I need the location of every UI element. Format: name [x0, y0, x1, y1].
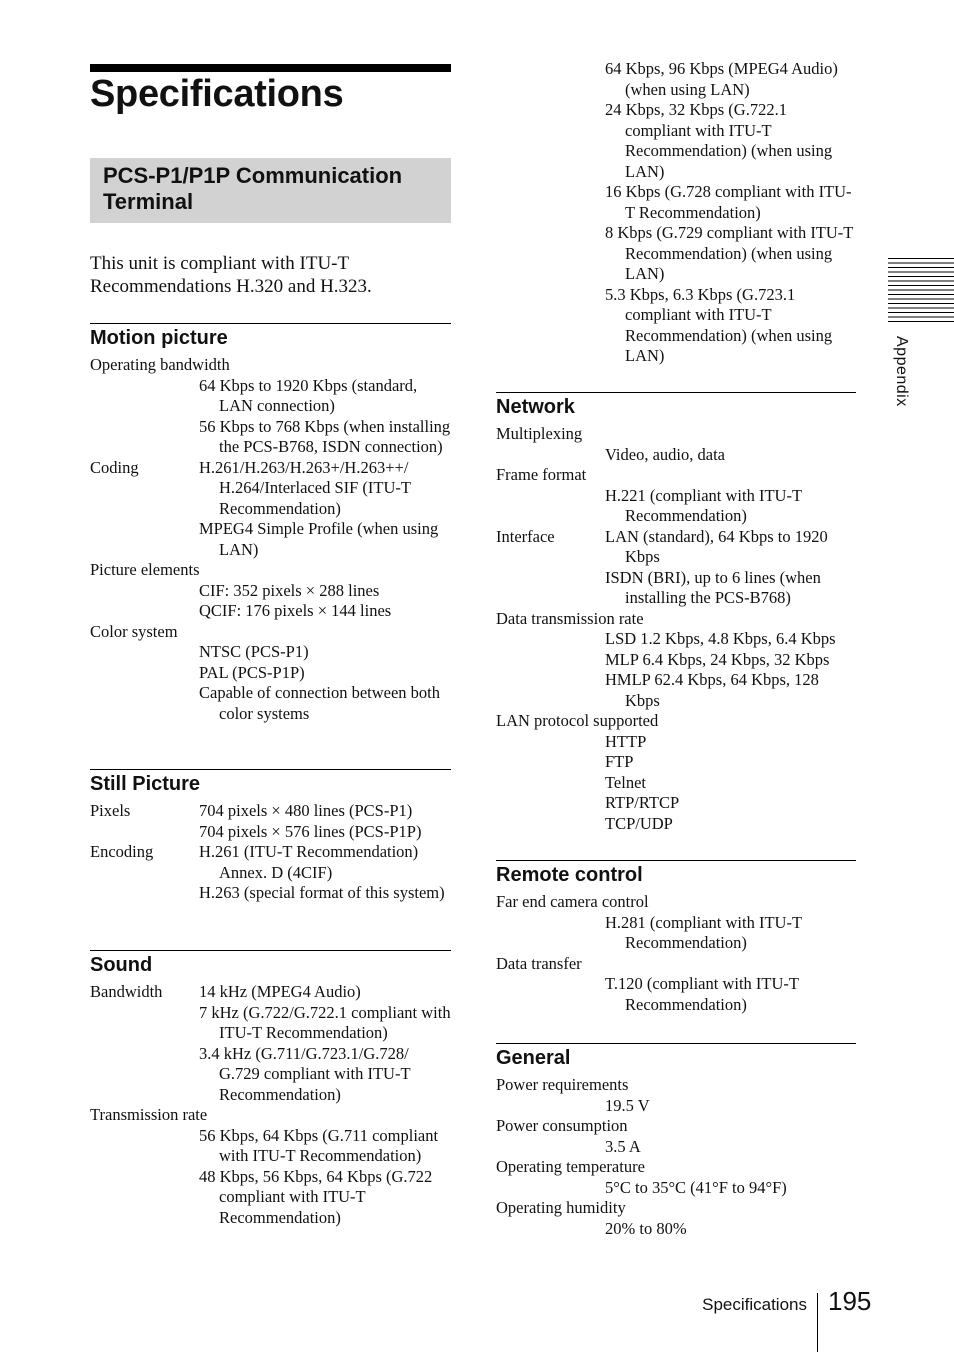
spec-row-power-consumption [496, 1116, 856, 1157]
section-heading: General [496, 1047, 571, 1069]
spec-list [496, 1075, 856, 1239]
section-general [496, 1043, 856, 1239]
spec-value: LAN (standard), 64 Kbps to 1920 Kbps [605, 526, 828, 566]
spec-value: 64 Kbps to 1920 Kbps (standard, LAN connection) [199, 375, 418, 415]
spec-label: LAN protocol supported [496, 711, 659, 730]
section-heading: Still Picture [90, 773, 201, 795]
spec-value: FTP [605, 752, 634, 771]
spec-value: T.120 (compliant with ITU-T Recommendation) [605, 974, 799, 1014]
spec-row-operating-bandwidth [90, 355, 451, 458]
section-motion-picture [90, 323, 451, 724]
spec-row-operating-temperature [496, 1157, 856, 1198]
spec-value: 704 pixels × 576 lines (PCS-P1P) [199, 821, 422, 841]
spec-list [496, 424, 856, 834]
spec-row-encoding [90, 842, 451, 904]
spec-row-power-requirements [496, 1075, 856, 1116]
footer-section-label: Specifications [702, 1295, 807, 1314]
spec-value: ISDN (BRI), up to 6 lines (when installing the PCS-B768) [605, 567, 821, 607]
spec-row-interface [496, 527, 856, 609]
spec-value: 704 pixels × 480 lines (PCS-P1) [199, 801, 413, 820]
spec-value: 64 Kbps, 96 Kbps (MPEG4 Audio) (when using LAN) [605, 59, 838, 99]
spec-value: 3.5 A [605, 1136, 641, 1156]
spec-value: HMLP 62.4 Kbps, 64 Kbps, 128 Kbps [605, 670, 819, 710]
spec-value: 19.5 V [605, 1095, 650, 1115]
spec-value: 3.4 kHz (G.711/G.723.1/G.728/ G.729 compliant with ITU-T Recommendation) [199, 1043, 411, 1104]
section-remote-control [496, 860, 856, 1015]
spec-row-multiplexing [496, 424, 856, 465]
section-heading: Network [496, 396, 575, 418]
spec-value: Capable of connection between both color systems [199, 683, 440, 723]
page-number: 195 [828, 1286, 872, 1316]
spec-value: Telnet [605, 772, 646, 792]
spec-value: 5.3 Kbps, 6.3 Kbps (G.723.1 compliant with ITU-T Recommendation) (when using LAN) [605, 284, 833, 365]
side-tab-label: Appendix [893, 336, 910, 407]
spec-label: Power consumption [496, 1116, 628, 1135]
spec-label: Data transfer [496, 953, 582, 973]
spec-row-coding [90, 458, 451, 561]
page-title: Specifications [90, 73, 344, 115]
spec-row-data-transmission-rate [496, 609, 856, 712]
section-still-picture [90, 769, 451, 904]
spec-row-color-system [90, 622, 451, 725]
spec-label: Operating humidity [496, 1198, 626, 1217]
section-heading: Remote control [496, 864, 643, 886]
spec-value: NTSC (PCS-P1) [199, 642, 309, 661]
spec-list [90, 355, 451, 724]
spec-value: MPEG4 Simple Profile (when using LAN) [199, 519, 439, 559]
spec-value: H.221 (compliant with ITU-T Recommendation) [605, 485, 802, 525]
footer-rule [817, 1293, 818, 1352]
spec-label: Encoding [90, 842, 154, 861]
spec-row-operating-humidity [496, 1198, 856, 1239]
spec-label: Power requirements [496, 1075, 629, 1094]
spec-row-far-end-camera-control [496, 892, 856, 954]
spec-label: Interface [496, 526, 555, 546]
spec-row-transmission-rate-cont [496, 59, 856, 367]
spec-value: 56 Kbps to 768 Kbps (when installing the PCS-B768, ISDN connection) [199, 416, 451, 456]
spec-label: Data transmission rate [496, 608, 644, 628]
spec-value: H.261 (ITU-T Recommendation) Annex. D (4CIF) [199, 842, 419, 882]
intro-paragraph: This unit is compliant with ITU-T Recommendations H.320 and H.323. [90, 253, 372, 297]
spec-value: 24 Kbps, 32 Kbps (G.722.1 compliant with ITU-T Recommendation) (when using LAN) [605, 100, 833, 181]
section-heading: Sound [90, 954, 153, 976]
spec-value: H.263 (special format of this system) [199, 883, 445, 902]
spec-value: LSD 1.2 Kbps, 4.8 Kbps, 6.4 Kbps [605, 629, 836, 648]
spec-list [90, 801, 451, 904]
spec-value: 8 Kbps (G.729 compliant with ITU-T Recommendation) (when using LAN) [605, 223, 854, 283]
spec-label: Operating bandwidth [90, 355, 230, 374]
spec-list [90, 982, 451, 1228]
spec-row-frame-format [496, 465, 856, 527]
spec-value: MLP 6.4 Kbps, 24 Kbps, 32 Kbps [605, 649, 830, 669]
spec-row-transmission-rate [90, 1105, 451, 1228]
spec-label: Far end camera control [496, 892, 649, 911]
spec-label: Operating temperature [496, 1157, 645, 1176]
section-heading: Motion picture [90, 327, 228, 349]
spec-row-picture-elements [90, 560, 451, 622]
spec-row-data-transfer [496, 954, 856, 1016]
section-network [496, 392, 856, 834]
spec-value: Video, audio, data [605, 444, 725, 464]
spec-label: Bandwidth [90, 982, 163, 1001]
spec-row-lan-protocol-supported [496, 711, 856, 834]
spec-label: Multiplexing [496, 424, 583, 443]
spec-value: PAL (PCS-P1P) [199, 662, 305, 682]
spec-value: 14 kHz (MPEG4 Audio) [199, 982, 361, 1001]
spec-value: 5°C to 35°C (41°F to 94°F) [605, 1177, 787, 1197]
spec-value: 20% to 80% [605, 1218, 687, 1238]
spec-value: H.261/H.263/H.263+/H.263++/ H.264/Interlaced SIF (ITU-T Recommendation) [199, 457, 411, 518]
spec-value: 56 Kbps, 64 Kbps (G.711 compliant with ITU-T Recommendation) [199, 1125, 439, 1165]
spec-label: Frame format [496, 465, 587, 484]
spec-value: TCP/UDP [605, 813, 673, 833]
sound-rate-continuation [496, 59, 856, 367]
spec-label: Pixels [90, 801, 131, 820]
section-sound [90, 950, 451, 1228]
spec-row-bandwidth [90, 982, 451, 1105]
spec-label: Picture elements [90, 560, 200, 579]
spec-label: Transmission rate [90, 1105, 208, 1124]
spec-row-pixels [90, 801, 451, 842]
spec-value: RTP/RTCP [605, 793, 680, 812]
spec-label: Color system [90, 621, 178, 641]
spec-value: CIF: 352 pixels × 288 lines [199, 580, 380, 600]
side-tab [888, 258, 954, 407]
spec-value: H.281 (compliant with ITU-T Recommendation) [605, 912, 802, 952]
spec-value: QCIF: 176 pixels × 144 lines [199, 601, 392, 620]
side-tab-stripes [888, 258, 954, 322]
spec-label: Coding [90, 457, 139, 477]
product-subtitle: PCS-P1/P1P Communication Terminal [103, 163, 403, 214]
spec-value: 7 kHz (G.722/G.722.1 compliant with ITU-T Recommendation) [199, 1002, 451, 1042]
spec-value: 48 Kbps, 56 Kbps, 64 Kbps (G.722 compliant with ITU-T Recommendation) [199, 1166, 433, 1227]
spec-value: HTTP [605, 731, 647, 751]
subtitle-box [90, 158, 451, 223]
spec-list [496, 892, 856, 1015]
spec-value: 16 Kbps (G.728 compliant with ITU-T Recommendation) [605, 182, 852, 222]
